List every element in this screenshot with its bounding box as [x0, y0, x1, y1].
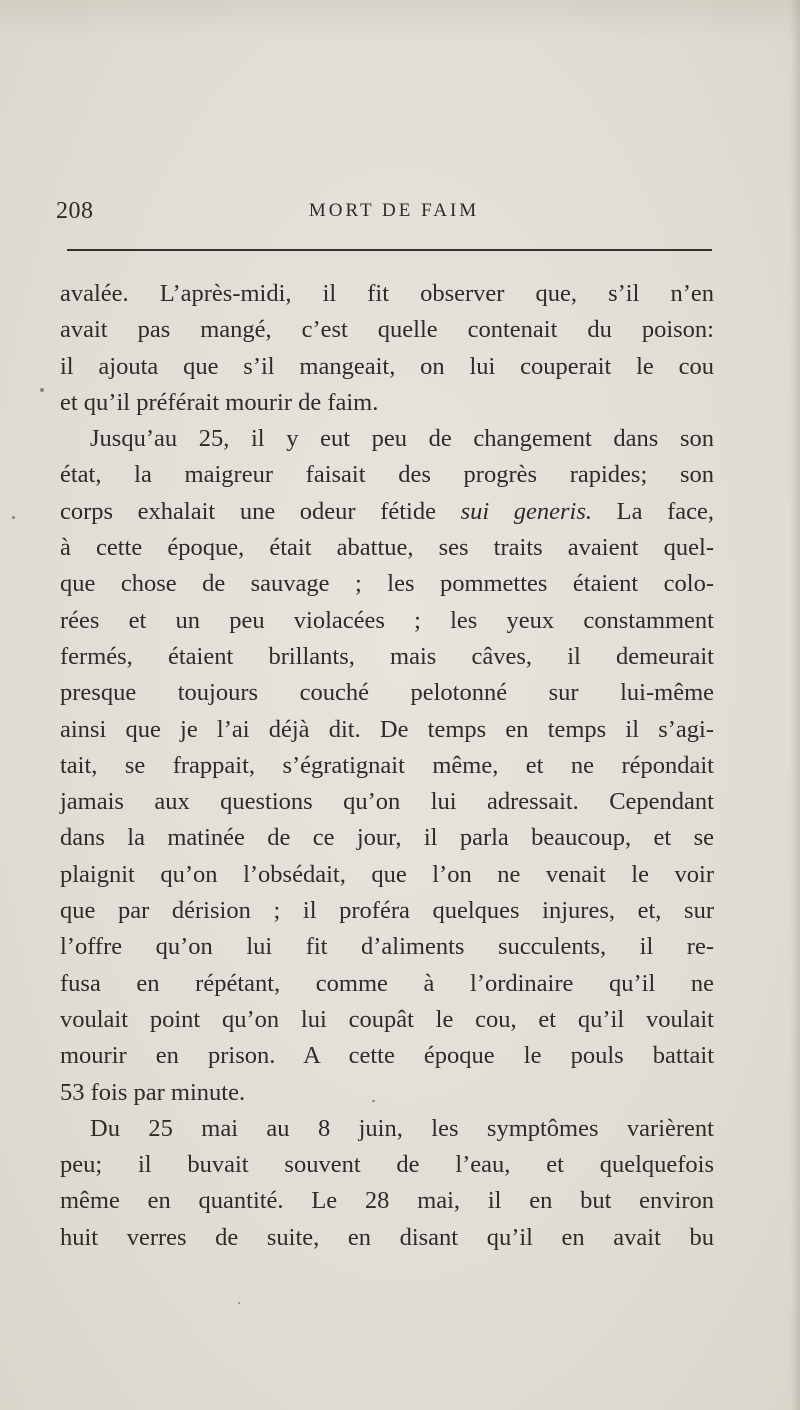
text-line: avait pas mangé, c’est quelle contenait du poison: [60, 316, 714, 344]
text-line: que chose de sauvage ; les pommettes étaient colo- [60, 570, 714, 598]
page-number: 208 [56, 198, 94, 224]
text-line: que par dérision ; il proféra quelques injures, et, sur [60, 897, 714, 925]
running-head [56, 198, 724, 228]
page-right-shading [790, 0, 800, 1410]
text-line: et qu’il préférait mourir de faim. [60, 388, 379, 416]
text-line: 53 fois par minute. [60, 1078, 246, 1106]
text-line: dans la matinée de ce jour, il parla beaucoup, et se [60, 824, 714, 852]
text-line: à cette époque, était abattue, ses traits avaient quel- [60, 534, 714, 562]
text-line: même en quantité. Le 28 mai, il en but environ [60, 1187, 714, 1215]
text-line-with-italic [60, 494, 714, 530]
text-segment: La face, [592, 497, 714, 525]
paper-speck [40, 388, 44, 392]
text-line: il ajouta que s’il mangeait, on lui couperait le cou [60, 352, 714, 380]
text-line: huit verres de suite, en disant qu’il en avait bu [60, 1223, 714, 1251]
text-line: peu; il buvait souvent de l’eau, et quelquefois [60, 1151, 714, 1179]
text-line: voulait point qu’on lui coupât le cou, et qu’il voulait [60, 1005, 714, 1033]
text-line: jamais aux questions qu’on lui adressait. Cependant [60, 788, 714, 816]
paper-speck [238, 1302, 240, 1304]
text-line: fusa en répétant, comme à l’ordinaire qu’il ne [60, 969, 714, 997]
text-line: mourir en prison. A cette époque le pouls battait [60, 1042, 714, 1070]
text-line: rées et un peu violacées ; les yeux constamment [60, 606, 714, 634]
text-line: fermés, étaient brillants, mais câves, il demeurait [60, 642, 714, 670]
text-line: état, la maigreur faisait des progrès rapides; son [60, 461, 714, 489]
text-line: Du 25 mai au 8 juin, les symptômes varièrent [90, 1114, 714, 1142]
paper-speck [372, 1100, 375, 1102]
header-rule [67, 249, 712, 251]
text-segment: corps exhalait une odeur fétide [60, 497, 461, 525]
text-line: l’offre qu’on lui fit d’aliments succulents, il re- [60, 933, 714, 961]
italic-term: sui generis. [460, 497, 593, 525]
text-line: Jusqu’au 25, il y eut peu de changement dans son [90, 425, 714, 453]
running-title: MORT DE FAIM [308, 200, 480, 221]
paper-speck [12, 516, 15, 519]
text-line: plaignit qu’on l’obsédait, que l’on ne venait le voir [60, 860, 714, 888]
text-line: tait, se frappait, s’égratignait même, et ne répondait [60, 751, 714, 779]
body-text [60, 276, 714, 1256]
text-line: ainsi que je l’ai déjà dit. De temps en temps il s’agi- [60, 715, 714, 743]
text-line: presque toujours couché pelotonné sur lui-même [60, 679, 714, 707]
page-top-shading [0, 0, 800, 40]
text-line: avalée. L’après-midi, il fit observer que, s’il n’en [60, 280, 714, 307]
